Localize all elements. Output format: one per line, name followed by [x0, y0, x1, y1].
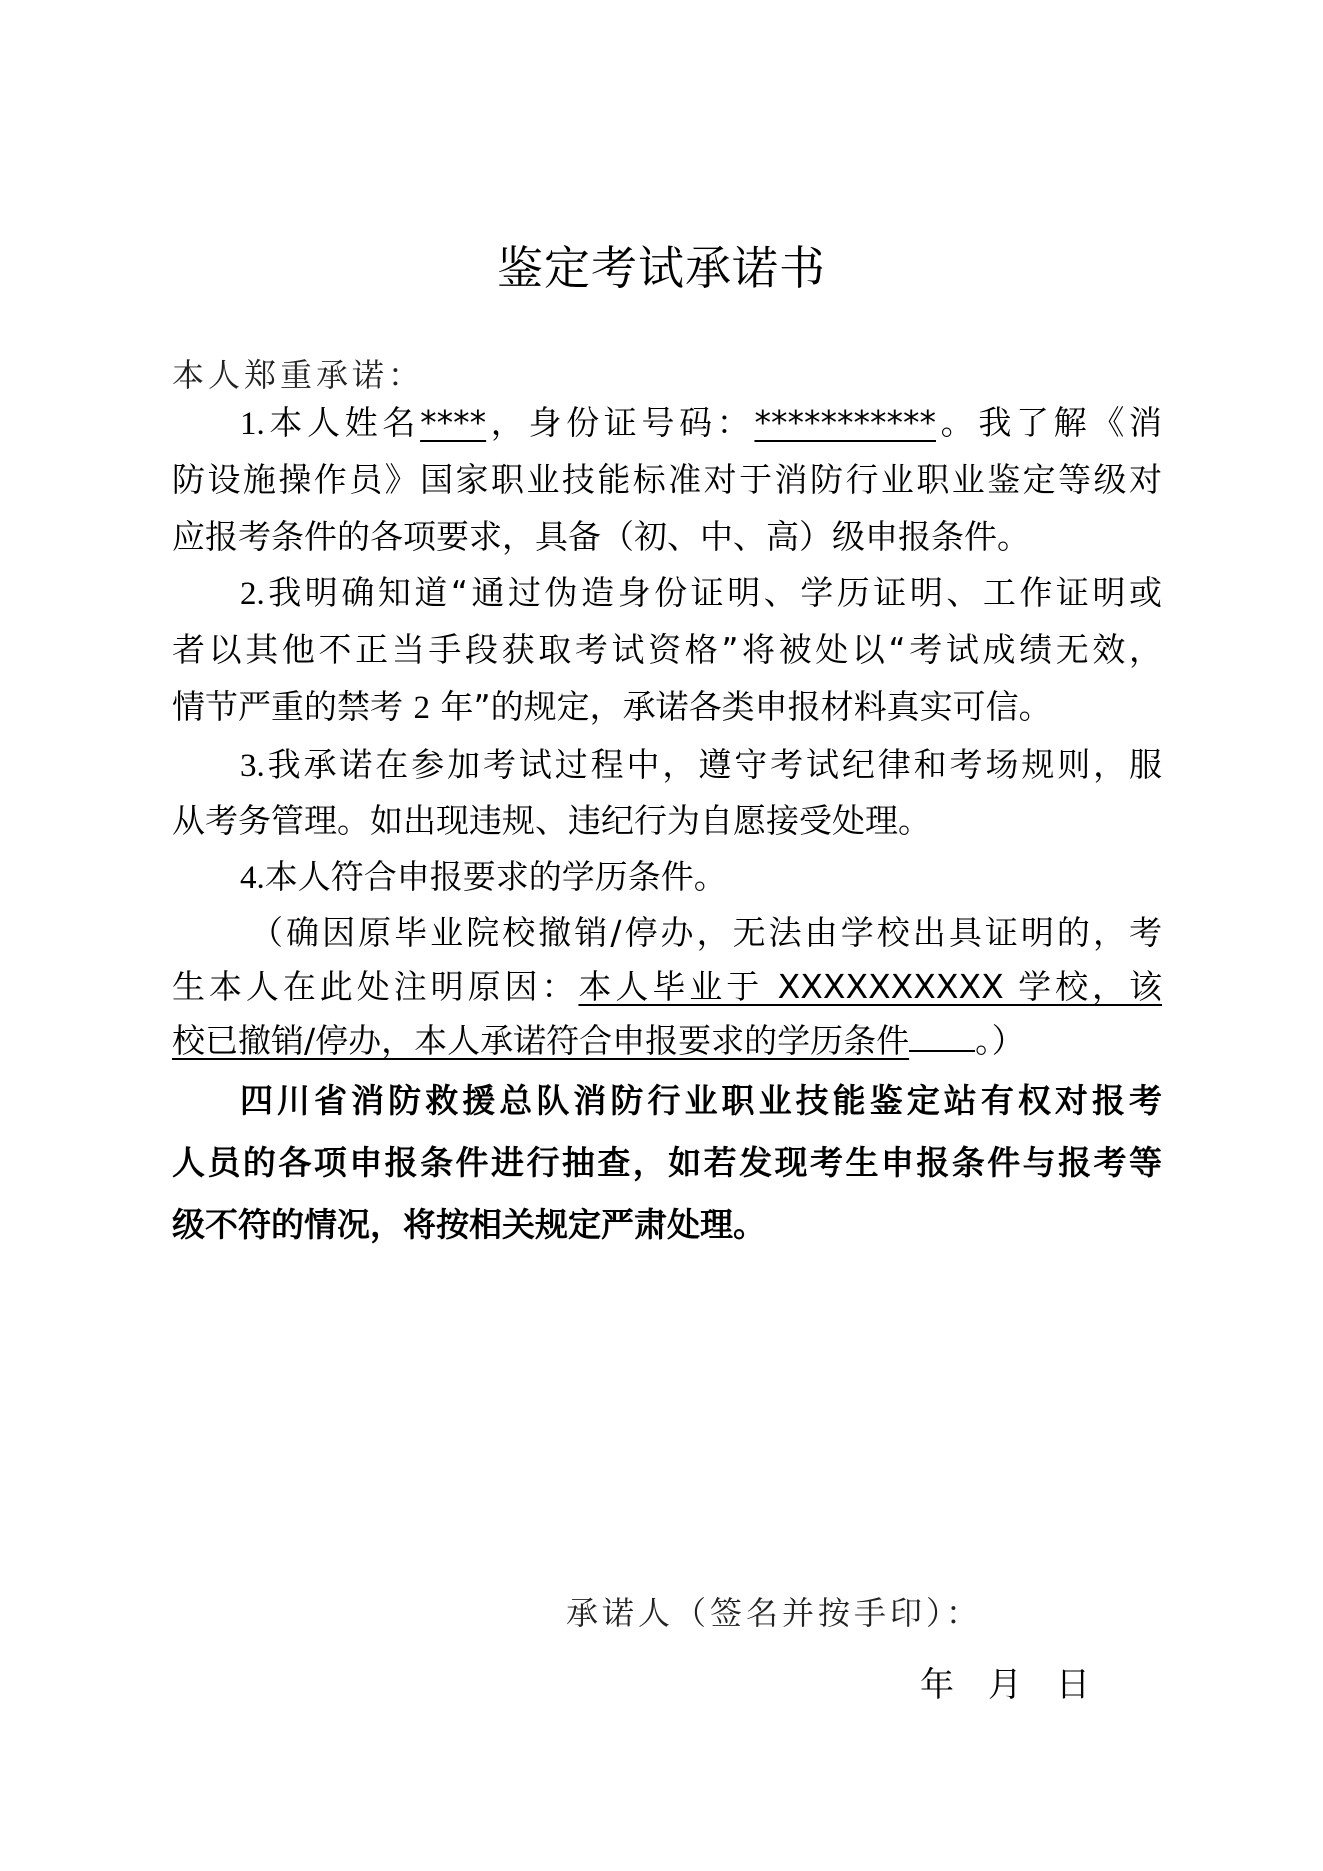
- date-line: [920, 1660, 1090, 1710]
- note-blank-line: [909, 1020, 975, 1052]
- item-1-id-label: ，身份证号码：: [486, 403, 755, 442]
- statement-line-2: 人员的各项申报条件进行抽查，如若发现考生申报条件与报考等: [172, 1143, 1162, 1182]
- item-3-number: 3.: [240, 748, 265, 784]
- note-close: 。）: [975, 1021, 1025, 1060]
- item-2-line-3: 情节严重的禁考 2 年”的规定，承诺各类申报材料真实可信。: [172, 687, 1052, 726]
- document-title: 鉴定考试承诺书: [497, 241, 826, 295]
- id-number-value: ***********: [754, 403, 936, 442]
- item-3-line-2: 从考务管理。如出现违规、违纪行为自愿接受处理。: [172, 801, 931, 840]
- item-3-line-1: [240, 740, 1162, 791]
- item-4-text: 本人符合申报要求的学历条件。: [264, 857, 727, 896]
- date-year: 年: [920, 1665, 954, 1705]
- statement-line-3: 级不符的情况，将按相关规定严肃处理。: [172, 1205, 766, 1244]
- item-1-line-3: 应报考条件的各项要求，具备（初、中、高）级申报条件。: [172, 517, 1030, 556]
- item-2-number: 2.: [240, 576, 265, 612]
- note-reason-label: 生本人在此处注明原因：: [172, 967, 579, 1006]
- item-1-name-label: 本人姓名: [264, 403, 421, 442]
- note-line-3: [172, 1016, 1162, 1066]
- name-value: ****: [420, 403, 487, 442]
- date-month: 月: [988, 1665, 1022, 1705]
- note-reason-value: 本人毕业于 XXXXXXXXXX 学校，该: [578, 967, 1162, 1006]
- item-2-line-2: 者以其他不正当手段获取考试资格”将被处以“考试成绩无效，: [172, 630, 1162, 669]
- item-4-line-1: [240, 852, 1162, 903]
- item-4-number: 4.: [240, 860, 265, 896]
- item-1-line-1: [240, 398, 1162, 449]
- item-3-text: 我承诺在参加考试过程中，遵守考试纪律和考场规则，服: [264, 745, 1162, 784]
- signature-label: 承诺人（签名并按手印）：: [566, 1594, 983, 1632]
- date-day: 日: [1056, 1665, 1090, 1705]
- item-2-text: 我明确知道“通过伪造身份证明、学历证明、工作证明或: [264, 573, 1162, 612]
- item-2-line-1: [240, 568, 1162, 619]
- note-line-1: （确因原毕业院校撤销/停办，无法由学校出具证明的，考: [250, 913, 1162, 952]
- note-line-2: [172, 962, 1162, 1012]
- item-1-line-2: 防设施操作员》国家职业技能标准对于消防行业职业鉴定等级对: [172, 460, 1162, 499]
- item-1-number: 1.: [240, 406, 265, 442]
- item-1-text-end: 。我了解《消: [935, 403, 1163, 442]
- note-reason-value-cont: 校已撤销/停办，本人承诺符合申报要求的学历条件: [172, 1021, 910, 1060]
- statement-line-1: 四川省消防救援总队消防行业职业技能鉴定站有权对报考: [240, 1081, 1162, 1120]
- intro-text: 本人郑重承诺：: [172, 356, 425, 394]
